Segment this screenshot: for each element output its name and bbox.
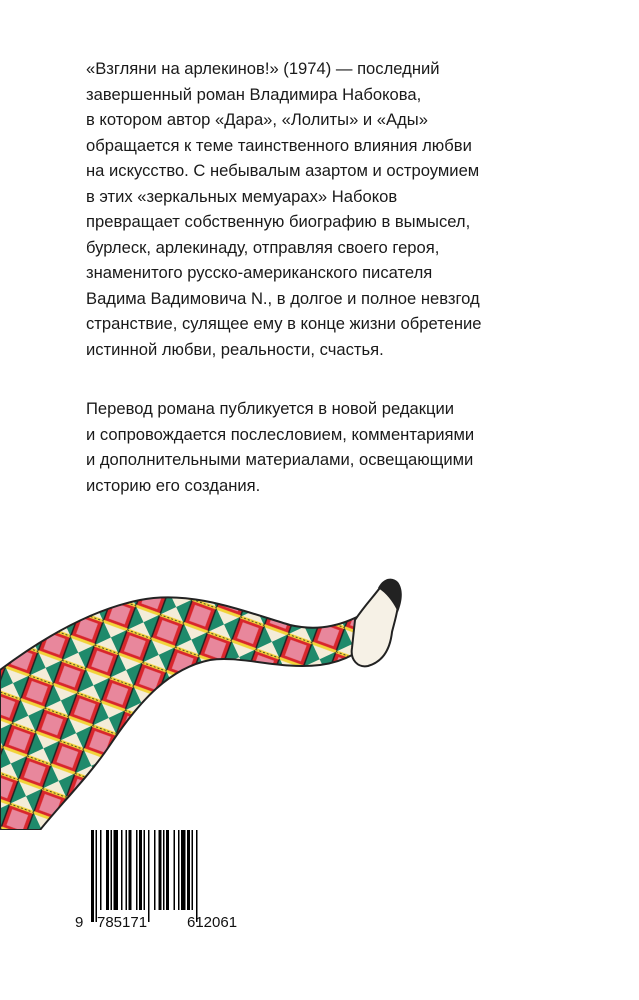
description-line: в котором автор «Дара», «Лолиты» и «Ады» [86,110,428,129]
barcode-bar [96,830,98,922]
barcode-digits-left: 785171 [97,914,148,931]
description-line: знаменитого русско-американского писателя [86,263,433,282]
barcode-bar [139,830,142,910]
barcode-bar [144,830,146,910]
barcode-bar [192,830,194,910]
barcode-bar [159,830,162,910]
edition-note-paragraph [86,396,556,498]
description-line: бурлеск, арлекинаду, отправляя своего героя, [86,237,440,257]
edition-line: Перевод романа публикуется в новой редакции [86,399,455,418]
barcode-bar [91,830,94,922]
barcode-digits-right: 612061 [187,914,238,931]
barcode-bar [106,830,109,910]
description-line: в этих «зеркальных мемуарах» Набоков [86,186,398,206]
barcode-bar [111,830,113,910]
barcode-bar [148,830,150,922]
barcode-bar [114,830,119,910]
barcode-bar [129,830,132,910]
barcode-bar [187,830,190,910]
description-paragraph [86,56,556,362]
barcode-bar [121,830,123,910]
edition-line: историю его создания. [86,475,261,495]
description-line: завершенный роман Владимира Набокова, [86,84,422,104]
barcode-digit-first: 9 [75,914,84,931]
description-line: истинной любви, реальности, счастья. [86,339,384,359]
edition-line: и дополнительными материалами, освещающими [86,450,474,469]
description-line: на искусство. С небывалым азартом и остроумием [86,161,480,180]
harlequin-leg-illustration [0,570,420,830]
description-line: странствие, сулящее ему в конце жизни обретение [86,314,482,333]
description-line: превращает собственную биографию в вымысел, [86,212,471,231]
barcode-bar [166,830,169,910]
barcode-bar [181,830,186,910]
description-line: обращается к теме таинственного влияния любви [86,135,472,155]
barcode-bar [126,830,128,910]
barcode-bar [154,830,156,910]
description-line: «Взгляни на арлекинов!» (1974) — последний [86,59,440,78]
isbn-barcode [75,830,271,940]
edition-line: и сопровождается послесловием, комментариями [86,424,475,444]
barcode-bar [178,830,180,910]
barcode-bar [174,830,176,910]
barcode-bar [163,830,165,910]
description-line: Вадима Вадимовича N., в долгое и полное невзгод [86,288,480,308]
barcode-bar [196,830,198,922]
barcode-bar [100,830,102,910]
barcode-bar [136,830,138,910]
